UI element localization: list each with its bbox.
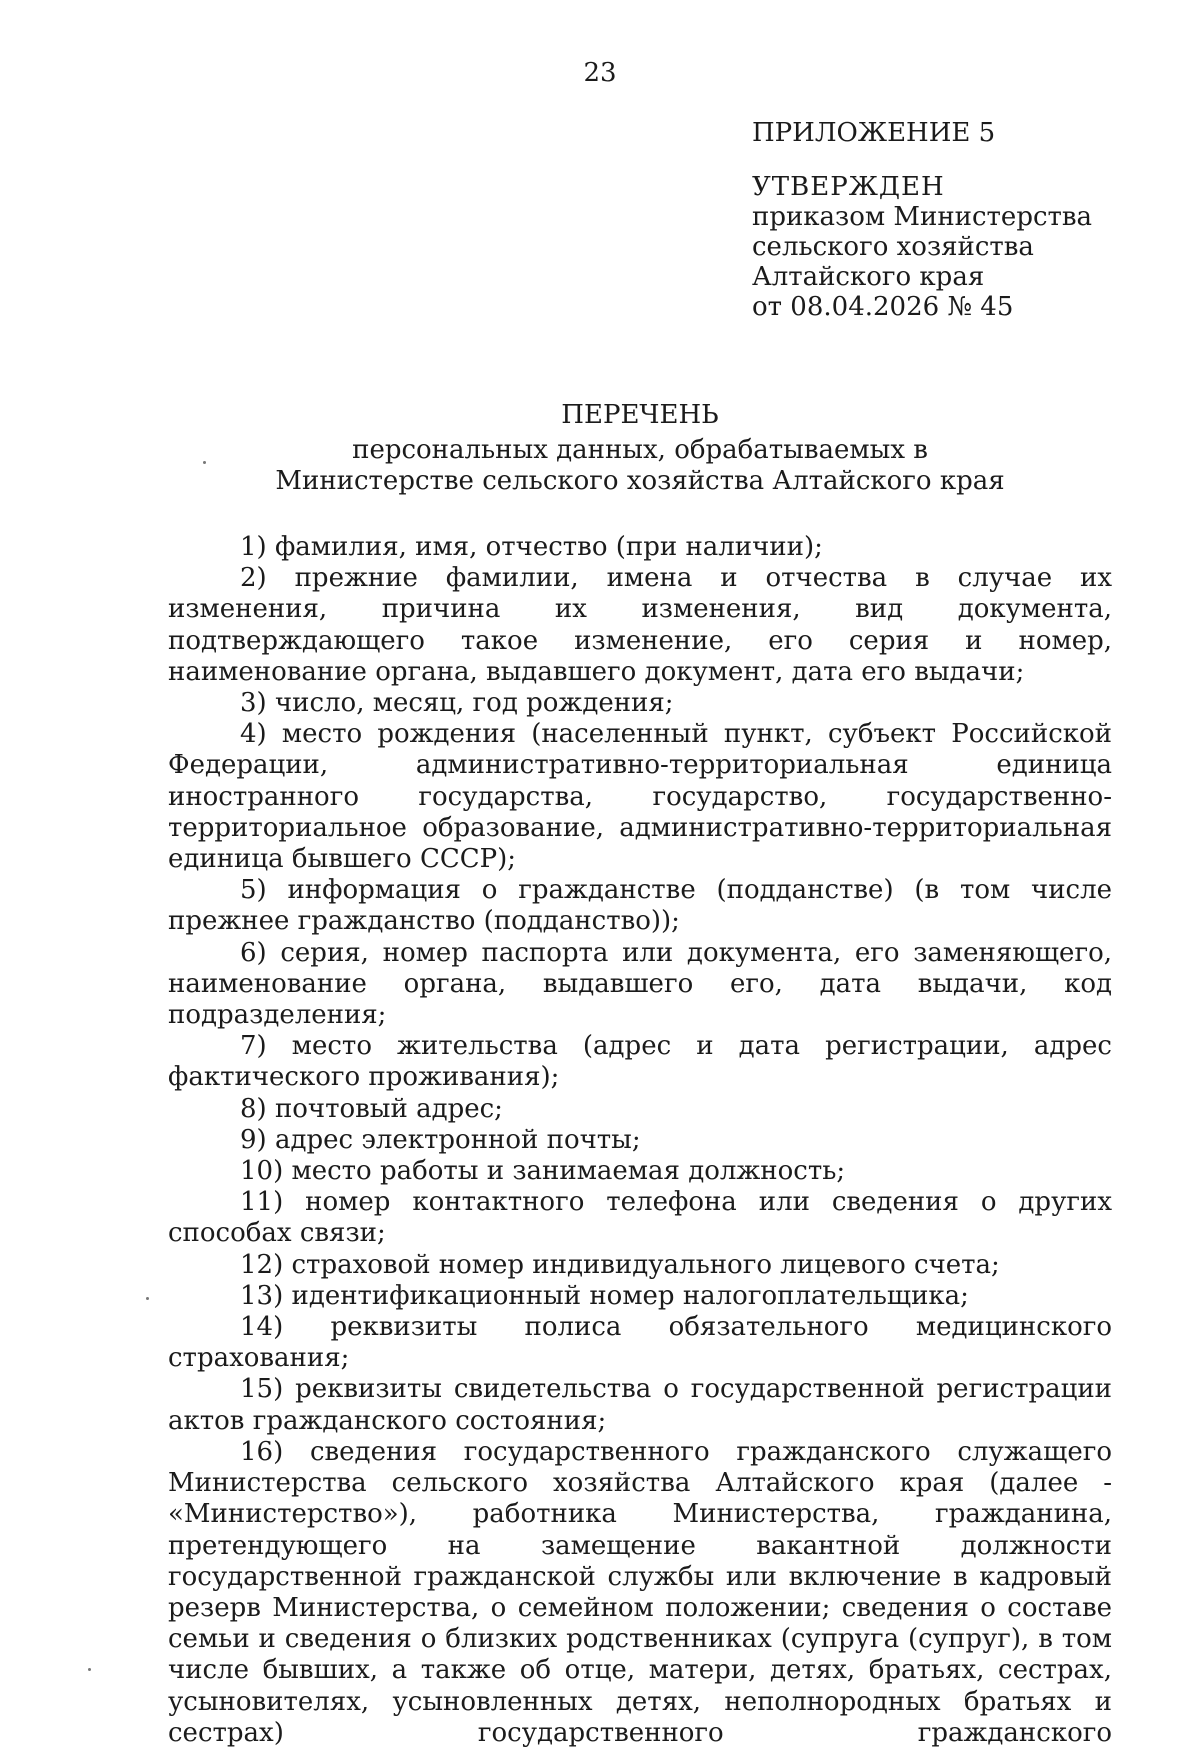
list-item: 6) серия, номер паспорта или документа, его заменяющего, наименование органа, выдавшего его, дата выдачи, код подразделения; xyxy=(168,937,1112,1031)
list-item: 10) место работы и занимаемая должность; xyxy=(240,1156,846,1187)
personal-data-list xyxy=(168,532,1112,1749)
list-item: 14) реквизиты полиса обязательного медицинского страхования; xyxy=(168,1312,1112,1374)
scan-speck xyxy=(146,1297,149,1300)
scan-speck xyxy=(203,461,206,464)
document-subtitle: Министерстве сельского хозяйства Алтайского края xyxy=(275,466,1005,496)
list-item: 3) число, месяц, год рождения; xyxy=(240,688,674,719)
approval-order-number: от 08.04.2026 № 45 xyxy=(752,292,1014,322)
list-item: 9) адрес электронной почты; xyxy=(240,1124,641,1155)
scan-speck xyxy=(88,1668,91,1671)
list-item: 16) сведения государственного гражданского служащего Министерства сельского хозяйства Алтайского края (далее - «Министерство»), работника Министерства, гражданина, претендующего на замещение вакантной должности государственной гражданской службы или включение в кадровый резерв Министерства, о семейном положении; сведения о составе семьи и сведения о близких родственниках (супруга (супруг), в том числе бывших, а также об отце, матери, детях, братьях, сестрах, усыновителях, усыновленных детях, неполнородных братьях и сестрах) государственного гражданского xyxy=(168,1436,1112,1748)
list-item: 2) прежние фамилии, имена и отчества в случае их изменения, причина их изменения, вид документа, подтверждающего такое изменение, его серия и номер, наименование органа, выдавшего документ, дата его выдачи; xyxy=(168,563,1112,687)
list-item: 8) почтовый адрес; xyxy=(240,1093,503,1124)
approval-line: Алтайского края xyxy=(752,262,985,292)
appendix-label: ПРИЛОЖЕНИЕ 5 xyxy=(752,118,996,148)
list-item: 12) страховой номер индивидуального лицевого счета; xyxy=(240,1249,1000,1280)
list-item: 15) реквизиты свидетельства о государственной регистрации актов гражданского состояния; xyxy=(168,1374,1112,1436)
approval-line: сельского хозяйства xyxy=(752,232,1034,262)
list-item: 11) номер контактного телефона или сведения о других способах связи; xyxy=(168,1187,1112,1249)
list-item: 1) фамилия, имя, отчество (при наличии); xyxy=(240,532,823,562)
document-heading xyxy=(168,400,1112,497)
list-item: 13) идентификационный номер налогоплательщика; xyxy=(240,1280,969,1311)
list-item: 5) информация о гражданстве (подданстве) (в том числе прежнее гражданство (подданство)); xyxy=(168,875,1112,937)
approved-label: УТВЕРЖДЕН xyxy=(752,172,945,202)
page-number: 23 xyxy=(583,58,617,88)
document-subtitle: персональных данных, обрабатываемых в xyxy=(352,435,928,465)
document-title: ПЕРЕЧЕНЬ xyxy=(561,400,719,430)
approval-line: приказом Министерства xyxy=(752,202,1093,232)
list-item: 4) место рождения (населенный пункт, субъект Российской Федерации, административно-территориальная единица иностранного государства, государство, государственно-территориальное образование, административно-территориальная единица бывшего СССР); xyxy=(168,719,1112,875)
list-item: 7) место жительства (адрес и дата регистрации, адрес фактического проживания); xyxy=(168,1031,1112,1093)
approval-block xyxy=(752,118,1172,322)
